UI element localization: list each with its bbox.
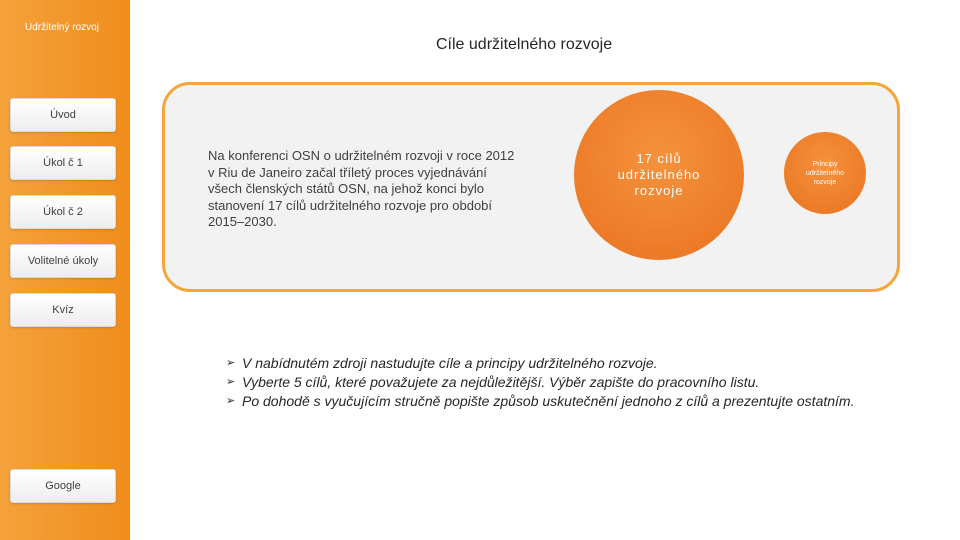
circle-principles[interactable]: [784, 132, 866, 214]
nav-button-google[interactable]: Google: [10, 469, 116, 503]
circle-principles-label: Principy udržitelného rozvoje: [805, 160, 845, 186]
nav-button-kviz[interactable]: Kvíz: [10, 293, 116, 327]
nav-button-ukol-2[interactable]: Úkol č 2: [10, 195, 116, 229]
task-list: [226, 354, 866, 411]
arrow-bullet-icon: ➢: [226, 376, 236, 388]
intro-text: Na konferenci OSN o udržitelném rozvoji v roce 2012 v Riu de Janeiro začal tříletý proces vyjednávání všech členských států OSN, na jehož konci bylo stanovení 17 cílů udržitelného rozvoje pro období 2015–2030.: [208, 148, 515, 229]
arrow-bullet-icon: ➢: [226, 395, 236, 407]
nav-button-volitelne-ukoly[interactable]: Volitelné úkoly: [10, 244, 116, 278]
task-text: V nabídnutém zdroji nastudujte cíle a principy udržitelného rozvoje.: [242, 355, 658, 371]
slide-title: Cíle udržitelného rozvoje: [436, 36, 613, 53]
arrow-bullet-icon: ➢: [226, 357, 236, 369]
circle-17-goals[interactable]: [574, 90, 744, 260]
task-item: [226, 392, 866, 411]
sidebar-title: Udržitelný rozvoj: [25, 22, 99, 33]
nav-button-uvod[interactable]: Úvod: [10, 98, 116, 132]
task-item: [226, 373, 866, 392]
nav-button-ukol-1[interactable]: Úkol č 1: [10, 146, 116, 180]
task-text: Po dohodě s vyučujícím stručně popište způsob uskutečnění jednoho z cílů a prezentujte ostatním.: [242, 393, 855, 409]
task-text: Vyberte 5 cílů, které považujete za nejdůležitější. Výběr zapište do pracovního listu.: [242, 374, 760, 390]
task-item: [226, 354, 866, 373]
circle-17-goals-label: 17 cílů udržitelného rozvoje: [617, 151, 701, 198]
sidebar: [0, 0, 130, 540]
